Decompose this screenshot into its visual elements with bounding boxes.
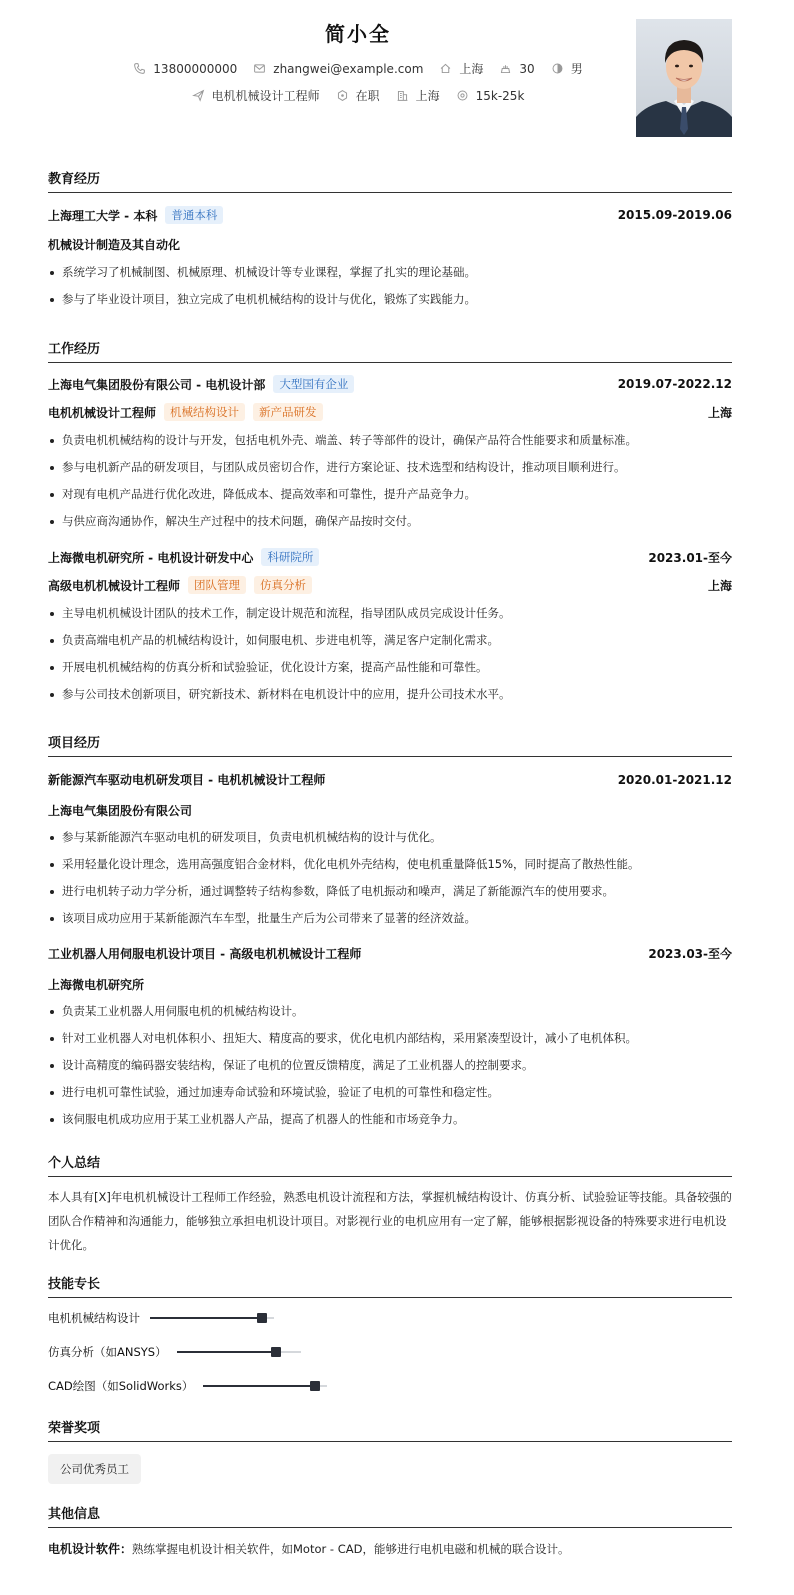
send-icon — [192, 89, 205, 102]
list-item: 设计高精度的编码器安装结构，保证了电机的位置反馈精度，满足了工业机器人的控制要求。 — [48, 1052, 732, 1079]
list-item: 开展电机机械结构的仿真分析和试验验证，优化设计方案，提高产品性能和可靠性。 — [48, 654, 732, 681]
project-bullets — [48, 824, 732, 932]
skill-name: 电机机械结构设计 — [48, 1311, 140, 1325]
building-icon — [396, 89, 409, 102]
work-bullets — [48, 600, 732, 708]
list-item: 负责电机机械结构的设计与开发，包括电机外壳、端盖、转子等部件的设计，确保产品符合性能要求和质量标准。 — [48, 427, 732, 454]
target-city-text: 上海 — [415, 89, 440, 103]
salary-info — [456, 89, 525, 103]
school-type-tag: 普通本科 — [165, 206, 223, 224]
salary-text: 15k-25k — [475, 88, 525, 103]
project-date: 2020.01-2021.12 — [617, 772, 732, 787]
skill-level-fill — [177, 1351, 276, 1353]
list-item: 该伺服电机成功应用于某工业机器人产品，提高了机器人的性能和市场竞争力。 — [48, 1106, 732, 1133]
work-entry — [48, 548, 732, 708]
mail-icon — [253, 62, 266, 75]
skill-tag: 团队管理 — [188, 576, 246, 594]
work-date: 2023.01-至今 — [648, 550, 732, 565]
list-item: 系统学习了机械制图、机械原理、机械设计等专业课程，掌握了扎实的理论基础。 — [48, 259, 732, 286]
job-intent-row — [48, 87, 668, 104]
list-item: 参与某新能源汽车驱动电机的研发项目，负责电机机械结构的设计与优化。 — [48, 824, 732, 851]
candidate-name: 简小全 — [325, 22, 391, 46]
skill-tag: 新产品研发 — [253, 403, 323, 421]
other-info — [48, 1537, 732, 1561]
work-bullets — [48, 427, 732, 535]
list-item: 参与了毕业设计项目，独立完成了电机机械结构的设计与优化，锻炼了实践能力。 — [48, 286, 732, 313]
phone-icon — [133, 62, 146, 75]
city-text: 上海 — [459, 62, 484, 76]
project-bullets — [48, 998, 732, 1133]
skill-level-knob — [310, 1381, 320, 1391]
list-item: 参与电机新产品的研发项目，与团队成员密切合作，进行方案论证、技术选型和结构设计，推动项目顺利进行。 — [48, 454, 732, 481]
contact-row — [48, 60, 668, 77]
company-type-tag: 科研院所 — [261, 548, 319, 566]
work-entry — [48, 375, 732, 535]
list-item: 针对工业机器人对电机体积小、扭矩大、精度高的要求，优化电机内部结构，采用紧凑型设计，减小了电机体积。 — [48, 1025, 732, 1052]
skill-level-knob — [271, 1347, 281, 1357]
city-info — [439, 60, 483, 77]
honor-badge: 公司优秀员工 — [48, 1454, 141, 1484]
company-type-tag: 大型国有企业 — [273, 375, 354, 393]
resume-header — [48, 0, 732, 150]
age-text: 30 — [519, 61, 535, 76]
list-item: 对现有电机产品进行优化改进，降低成本、提高效率和可靠性，提升产品竞争力。 — [48, 481, 732, 508]
skill-name: 仿真分析（如ANSYS） — [48, 1345, 167, 1359]
target-city-info — [396, 87, 440, 104]
skill-name: CAD绘图（如SolidWorks） — [48, 1379, 194, 1393]
other-info-label: 电机设计软件： — [48, 1542, 133, 1556]
status-icon — [336, 89, 349, 102]
school-name: 上海理工大学 - 本科 — [48, 208, 158, 223]
skill-row — [48, 1309, 274, 1327]
skill-level-knob — [257, 1313, 267, 1323]
section-title-honors: 荣誉奖项 — [48, 1417, 732, 1442]
project-name: 工业机器人用伺服电机设计项目 - 高级电机机械设计工程师 — [48, 947, 362, 961]
project-entry — [48, 771, 732, 932]
target-position-info — [192, 87, 320, 104]
email-text: zhangwei@example.com — [273, 61, 424, 76]
phone-text: 13800000000 — [153, 61, 238, 76]
company-name: 上海微电机研究所 - 电机设计研发中心 — [48, 550, 254, 565]
gender-icon — [551, 62, 564, 75]
skill-tag: 仿真分析 — [254, 576, 312, 594]
other-info-text: 熟练掌握电机设计相关软件，如Motor - CAD，能够进行电机电磁和机械的联合设计。 — [132, 1542, 570, 1556]
section-title-projects: 项目经历 — [48, 732, 732, 757]
home-icon — [439, 62, 452, 75]
gender-info — [551, 60, 583, 77]
age-info — [499, 62, 534, 76]
skill-tag: 机械结构设计 — [164, 403, 245, 421]
list-item: 进行电机可靠性试验，通过加速寿命试验和环境试验，验证了电机的可靠性和稳定性。 — [48, 1079, 732, 1106]
skill-level-bar — [203, 1385, 327, 1387]
list-item: 采用轻量化设计理念，选用高强度铝合金材料，优化电机外壳结构，使电机重量降低15%，同时提高了散热性能。 — [48, 851, 732, 878]
coin-icon — [456, 89, 469, 102]
cake-icon — [499, 62, 512, 75]
profile-photo — [636, 19, 732, 137]
work-date: 2019.07-2022.12 — [617, 377, 732, 391]
project-org: 上海微电机研究所 — [48, 978, 145, 992]
major-name: 机械设计制造及其自动化 — [48, 238, 181, 252]
education-bullets — [48, 259, 732, 313]
list-item: 与供应商沟通协作，解决生产过程中的技术问题，确保产品按时交付。 — [48, 508, 732, 535]
list-item: 参与公司技术创新项目，研究新技术、新材料在电机设计中的应用，提升公司技术水平。 — [48, 681, 732, 708]
list-item: 该项目成功应用于某新能源汽车车型，批量生产后为公司带来了显著的经济效益。 — [48, 905, 732, 932]
education-date: 2015.09-2019.06 — [617, 208, 732, 222]
work-city: 上海 — [707, 578, 732, 593]
phone-info — [133, 62, 237, 76]
education-entry — [48, 206, 732, 313]
email-info — [253, 62, 423, 76]
status-text: 在职 — [355, 89, 380, 103]
skill-row — [48, 1343, 301, 1361]
section-title-education: 教育经历 — [48, 168, 732, 193]
company-name: 上海电气集团股份有限公司 - 电机设计部 — [48, 377, 266, 392]
skill-level-fill — [203, 1385, 315, 1387]
section-title-other: 其他信息 — [48, 1503, 732, 1528]
skill-level-bar — [150, 1317, 274, 1319]
status-info — [336, 87, 380, 104]
section-title-skills: 技能专长 — [48, 1273, 732, 1298]
job-title: 电机机械设计工程师 — [48, 405, 157, 420]
list-item: 进行电机转子动力学分析，通过调整转子结构参数，降低了电机振动和噪声，满足了新能源汽车的使用要求。 — [48, 878, 732, 905]
project-entry — [48, 945, 732, 1133]
summary-text: 本人具有[X]年电机机械设计工程师工作经验，熟悉电机设计流程和方法，掌握机械结构设计、仿真分析、试验验证等技能。具备较强的团队合作精神和沟通能力，能够独立承担电机设计项目。对影视行业的电机应用有一定了解，能够根据影视设备的特殊要求进行电机设计优化。 — [48, 1190, 732, 1252]
section-title-summary: 个人总结 — [48, 1152, 732, 1177]
project-date: 2023.03-至今 — [648, 947, 732, 961]
target-position-text: 电机机械设计工程师 — [211, 89, 320, 103]
section-title-work: 工作经历 — [48, 338, 732, 363]
skill-level-bar — [177, 1351, 301, 1353]
skill-level-fill — [150, 1317, 262, 1319]
skill-row — [48, 1377, 327, 1395]
work-city: 上海 — [707, 405, 732, 420]
list-item: 负责某工业机器人用伺服电机的机械结构设计。 — [48, 998, 732, 1025]
list-item: 主导电机机械设计团队的技术工作，制定设计规范和流程，指导团队成员完成设计任务。 — [48, 600, 732, 627]
project-name: 新能源汽车驱动电机研发项目 - 电机机械设计工程师 — [48, 773, 326, 787]
list-item: 负责高端电机产品的机械结构设计，如伺服电机、步进电机等，满足客户定制化需求。 — [48, 627, 732, 654]
gender-text: 男 — [570, 62, 583, 76]
project-org: 上海电气集团股份有限公司 — [48, 804, 193, 818]
job-title: 高级电机机械设计工程师 — [48, 578, 181, 593]
